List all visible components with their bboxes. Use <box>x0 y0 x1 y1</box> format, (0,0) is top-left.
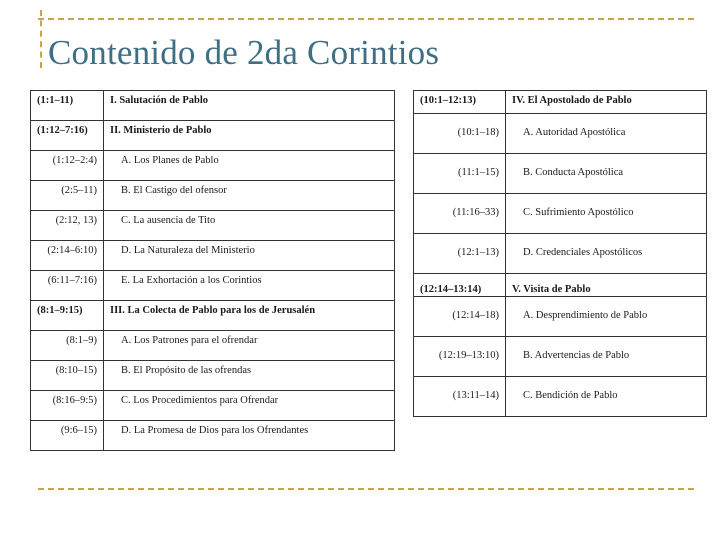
scripture-reference: (2:12, 13) <box>31 211 104 241</box>
scripture-reference: (8:10–15) <box>31 361 104 391</box>
scripture-reference: (12:14–13:14) <box>414 274 506 297</box>
scripture-reference: (1:1–11) <box>31 91 104 121</box>
outline-title: II. Ministerio de Pablo <box>104 121 395 151</box>
scripture-reference: (11:1–15) <box>414 154 506 194</box>
outline-title: D. Credenciales Apostólicos <box>506 234 707 274</box>
outline-title: D. La Naturaleza del Ministerio <box>104 241 395 271</box>
outline-title: C. Sufrimiento Apostólico <box>506 194 707 234</box>
outline-subsection-row <box>414 154 707 194</box>
outline-section-row <box>31 121 395 151</box>
slide-title: Contenido de 2da Corintios <box>48 33 440 72</box>
outline-subsection-row <box>31 331 395 361</box>
outline-title: A. Los Patrones para el ofrendar <box>104 331 395 361</box>
outline-title: A. Autoridad Apostólica <box>506 114 707 154</box>
outline-subsection-row <box>31 421 395 451</box>
outline-subsection-row <box>31 391 395 421</box>
scripture-reference: (13:11–14) <box>414 377 506 417</box>
scripture-reference: (12:14–18) <box>414 297 506 337</box>
outline-title: V. Visita de Pablo <box>506 274 707 297</box>
scripture-reference: (2:5–11) <box>31 181 104 211</box>
outline-subsection-row <box>414 377 707 417</box>
scripture-reference: (12:19–13:10) <box>414 337 506 377</box>
outline-title: C. Bendición de Pablo <box>506 377 707 417</box>
scripture-reference: (6:11–7:16) <box>31 271 104 301</box>
vertical-decorative-rule <box>40 10 42 68</box>
outline-title: C. La ausencia de Tito <box>104 211 395 241</box>
outline-subsection-row <box>31 271 395 301</box>
outline-subsection-row <box>31 211 395 241</box>
right-outline-table <box>413 90 707 417</box>
outline-title: A. Los Planes de Pablo <box>104 151 395 181</box>
outline-section-row <box>414 91 707 114</box>
outline-subsection-row <box>414 234 707 274</box>
outline-title: I. Salutación de Pablo <box>104 91 395 121</box>
scripture-reference: (10:1–18) <box>414 114 506 154</box>
outline-title: B. Advertencias de Pablo <box>506 337 707 377</box>
outline-title: D. La Promesa de Dios para los Ofrendantes <box>104 421 395 451</box>
outline-subsection-row <box>31 361 395 391</box>
scripture-reference: (1:12–2:4) <box>31 151 104 181</box>
outline-title: B. Conducta Apostólica <box>506 154 707 194</box>
scripture-reference: (12:1–13) <box>414 234 506 274</box>
scripture-reference: (10:1–12:13) <box>414 91 506 114</box>
left-outline-table <box>30 90 395 451</box>
scripture-reference: (8:16–9:5) <box>31 391 104 421</box>
top-decorative-rule <box>38 18 694 20</box>
outline-title: III. La Colecta de Pablo para los de Jerusalén <box>104 301 395 331</box>
scripture-reference: (8:1–9) <box>31 331 104 361</box>
outline-subsection-row <box>414 194 707 234</box>
scripture-reference: (11:16–33) <box>414 194 506 234</box>
outline-title: IV. El Apostolado de Pablo <box>506 91 707 114</box>
scripture-reference: (2:14–6:10) <box>31 241 104 271</box>
outline-title: E. La Exhortación a los Corintios <box>104 271 395 301</box>
scripture-reference: (8:1–9:15) <box>31 301 104 331</box>
outline-title: C. Los Procedimientos para Ofrendar <box>104 391 395 421</box>
outline-title: B. El Castigo del ofensor <box>104 181 395 211</box>
bottom-decorative-rule <box>38 488 694 490</box>
scripture-reference: (9:6–15) <box>31 421 104 451</box>
outline-subsection-row <box>31 181 395 211</box>
outline-section-row <box>414 274 707 297</box>
outline-subsection-row <box>31 151 395 181</box>
outline-title: B. El Propósito de las ofrendas <box>104 361 395 391</box>
outline-section-row <box>31 91 395 121</box>
outline-section-row <box>31 301 395 331</box>
outline-subsection-row <box>31 241 395 271</box>
outline-title: A. Desprendimiento de Pablo <box>506 297 707 337</box>
outline-subsection-row <box>414 114 707 154</box>
outline-subsection-row <box>414 297 707 337</box>
outline-subsection-row <box>414 337 707 377</box>
scripture-reference: (1:12–7:16) <box>31 121 104 151</box>
